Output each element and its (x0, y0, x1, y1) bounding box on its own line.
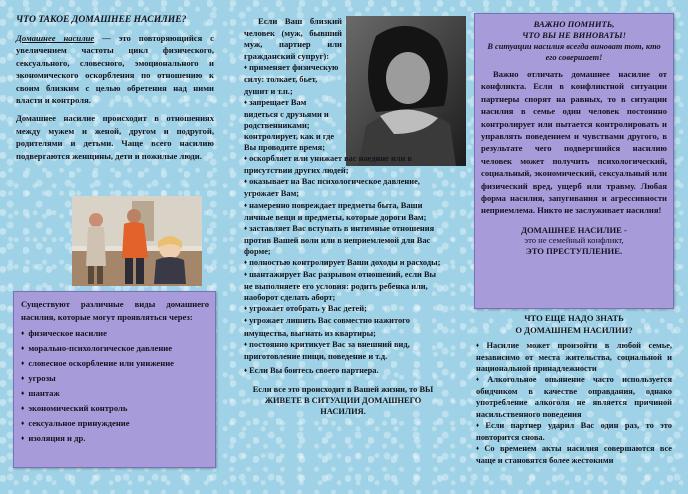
dv-line-1: ДОМАШНЕЕ НАСИЛИЕ - (521, 224, 627, 235)
column-right-lower (476, 313, 672, 466)
important-panel (474, 13, 674, 309)
list-item: ♦ шантаж (21, 386, 209, 401)
know-list (476, 340, 672, 466)
dv-types-panel (13, 291, 216, 468)
dv-types-list (21, 326, 209, 446)
list-item: ♦ угрозы (21, 371, 209, 386)
list-item: ♦ Алкогольное опьянение часто используется обидчиком в качестве оправдания, однако употребление алкоголя не является причиной насильственного поведения (476, 374, 672, 419)
know-title-1: ЧТО ЕЩЕ НАДО ЗНАТЬ (524, 313, 624, 323)
list-item: ♦ Со временем акты насилия совершаются все чаще и становятся более жестокими (476, 443, 672, 466)
list-item: ♦ угрожает отобрать у Вас детей; (244, 303, 442, 315)
list-item: ♦ угрожает лишить Вас совместно нажитого имущества, выгнать из квартиры; (244, 315, 442, 338)
list-item: ♦ морально-психологическое давление (21, 341, 209, 356)
list-item: ♦ постоянно критикует Вас за внешний вид, приготовление пищи, поведение и т.д. (244, 339, 442, 362)
definition-term: Домашнее насилие (16, 33, 95, 43)
list-item: ♦ физическое насилие (21, 326, 209, 341)
dv-line-2: это не семейный конфликт, (524, 235, 624, 246)
list-item: ♦ полностью контролирует Ваши доходы и расходы; (244, 257, 442, 269)
dv-types-intro: Существуют различные виды домашнего насилия, которые могут проявляться через: (21, 299, 209, 323)
list-item: ♦ Насилие может произойти в любой семье, независимо от места жительства, социальной и национальной принадлежности (476, 340, 672, 374)
definition-text: — это повторяющийся с увеличением частоты цикл физического, сексуального, словесного, эмоционального и экономического оскорбления по отношению к своим близким с целью обретения над ними власти и контроля. (16, 33, 214, 106)
column-left (16, 14, 214, 162)
know-title-2: О ДОМАШНЕМ НАСИЛИИ? (515, 324, 633, 335)
definition-paragraph (16, 32, 214, 106)
warning-signs-list (244, 62, 442, 361)
section-title-what-is-dv: ЧТО ТАКОЕ ДОМАШНЕЕ НАСИЛИЕ? (16, 14, 187, 25)
fear-line: ♦ Если Вы боитесь своего партнера. (244, 365, 442, 377)
important-subtitle: В ситуации насилия всегда виноват тот, кто его совершает! (487, 42, 661, 62)
list-item: ♦ намеренно повреждает предметы быта, Ваши личные вещи и предметы, которые дороги Вам; (244, 200, 442, 223)
family-conflict-photo (72, 196, 202, 286)
list-item: ♦ запрещает Вам видеться с друзьями и родственниками; контролирует, как и где Вы проводите время; (244, 97, 342, 153)
list-item: ♦ словесное оскорбление или унижение (21, 356, 209, 371)
list-item: ♦ оказывает на Вас психологическое давление, угрожает Вам; (244, 176, 442, 199)
list-item: ♦ экономический контроль (21, 401, 209, 416)
closing-lead: Если все это происходит в Вашей жизни, то (252, 384, 418, 394)
paragraph-who-affected: Домашнее насилие происходит в отношениях между мужем и женой, другом и подругой, родителями и детьми. Чаще всего насилию подвергаются женщины, дети и пожилые люди. (16, 113, 214, 161)
list-item: ♦ заставляет Вас вступать в интимные отношения против Вашей воли или в неприемлемой для Вас форме; (244, 223, 442, 257)
list-item: ♦ шантажирует Вас разрывом отношений, если Вы не выполняете его условия: родить ребенка или, наоборот сделать аборт; (244, 269, 442, 303)
important-title-1: ВАЖНО ПОМНИТЬ, (533, 19, 615, 29)
important-title-2: ЧТО ВЫ НЕ ВИНОВАТЫ! (522, 30, 626, 40)
list-item: ♦ сексуальное принуждение (21, 416, 209, 431)
closing-caps: ВЫ ЖИВЕТЕ В СИТУАЦИИ ДОМАШНЕГО НАСИЛИЯ. (264, 384, 434, 416)
dv-line-3: ЭТО ПРЕСТУПЛЕНИЕ. (525, 245, 623, 256)
closing-paragraph (244, 384, 442, 417)
column-middle (244, 16, 442, 417)
family-conflict-illustration (72, 196, 202, 286)
list-item: ♦ изоляция и др. (21, 431, 209, 446)
list-item: ♦ Если партнер ударил Вас один раз, то это повторится снова. (476, 420, 672, 443)
list-item: ♦ применяет физическую силу: толкает, бьет, душит и т.п.; (244, 62, 342, 96)
list-item: ♦ оскорбляет или унижает вас наедине или в присутствии других людей; (244, 153, 442, 176)
partner-intro: Если Ваш близкий человек (муж, бывший муж, партнер или гражданский супруг): (244, 16, 342, 61)
conflict-vs-violence-paragraph: Важно отличать домашнее насилие от конфликта. Если в конфликтной ситуации партнеры спорят на равных, то в ситуации насилия в семье один человек постоянно контролирует или пытается контролировать и управлять поведением и чувствами другого, в результате чего подвергшийся насилию человек может получить психологический, социальный, экономический, сексуальный или физический вред, ущерб или травму. Любая форма насилия, запугивания и агрессивности неприемлема. Никто не заслуживает насилия! (481, 69, 667, 216)
